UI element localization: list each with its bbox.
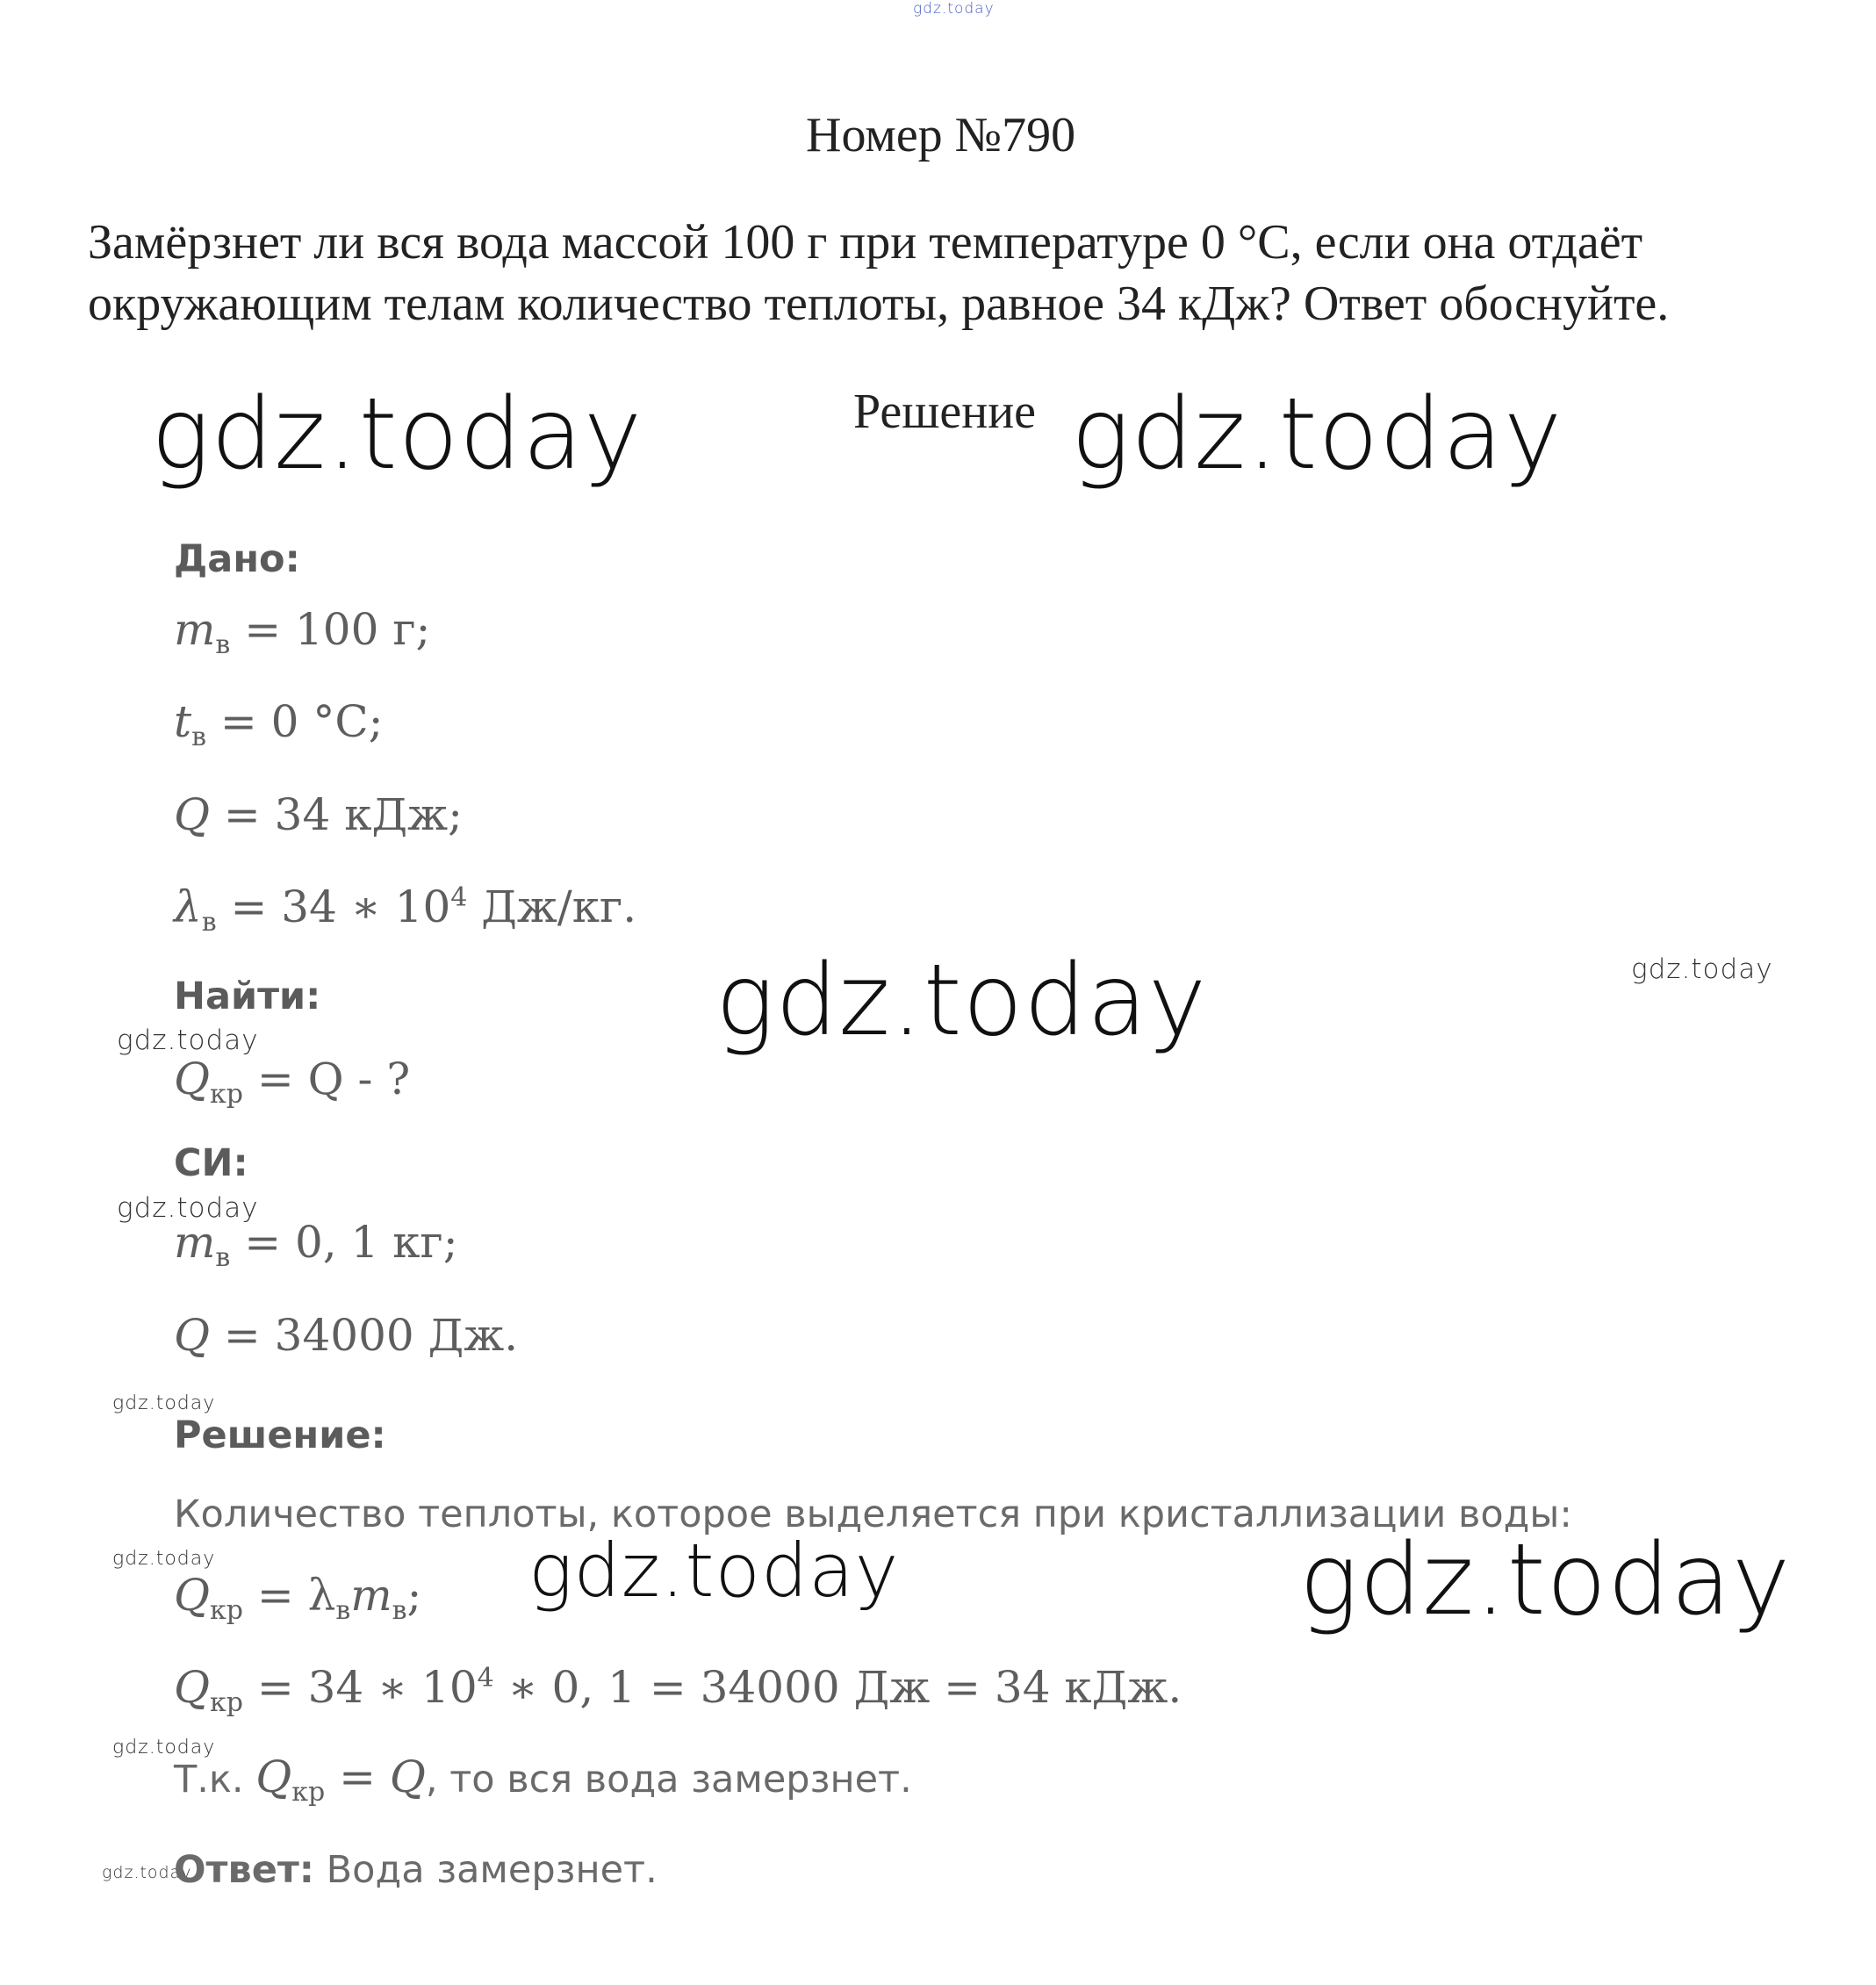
watermark-small-4: gdz.today [112,1392,216,1414]
solution-formula-2: $Q_{кр} = 34$ ∗ $10^4$ ∗ 0, 1 = 34000 Дж = 34 кДж. [174,1662,1182,1718]
solution-text: Количество теплоты, которое выделяется при кристаллизации воды: [174,1492,1572,1536]
given-lambda: $\lambda_в = 34$ ∗ $10^4$ Дж/кг. [174,881,637,938]
answer-line [174,1848,658,1892]
solution-subheading: Решение: [174,1413,386,1457]
si-mass: $m_в = 0$, 1 кг; [174,1217,458,1273]
solution-formula-1: $Q_{кр} = \lambda_вm_в$; [174,1570,422,1626]
given-heat: Q = 34 кДж; [174,789,463,840]
watermark-large-1: gdz.today [151,378,643,492]
watermark-small-7: gdz.today [102,1863,192,1882]
watermark-small-5: gdz.today [112,1548,216,1570]
watermark-small-6: gdz.today [112,1737,216,1758]
given-mass: $m_в = 100$ г; [174,604,431,660]
solution-heading: Решение [853,385,1037,439]
find-value: $Q_{кр} = Q$ - ? [174,1054,411,1110]
si-heat: Q = 34000 Дж. [174,1310,519,1361]
watermark-small-1: gdz.today [1631,953,1773,985]
watermark-large-3: gdz.today [715,944,1208,1058]
watermark-small-3: gdz.today [117,1192,259,1224]
answer-label: Ответ: [174,1848,314,1892]
question-line-2: окружающим телам количество теплоты, равное 34 кДж? Ответ обоснуйте. [88,277,1670,331]
watermark-small-2: gdz.today [117,1025,259,1056]
watermark-large-2: gdz.today [1071,378,1563,492]
given-heading: Дано: [174,537,300,581]
top-watermark: gdz.today [913,0,995,18]
answer-text: Вода замерзнет. [313,1848,658,1892]
page-title: Номер №790 [806,108,1076,162]
solution-conclusion: Т.к. $Q_{кр} = Q$, то вся вода замерзнет. [174,1751,912,1808]
given-temperature: $t_в = 0$ °C; [174,696,384,752]
find-heading: Найти: [174,975,321,1018]
si-heading: СИ: [174,1141,248,1185]
question-line-1: Замёрзнет ли вся вода массой 100 г при температуре 0 °C, если она отдаёт [88,215,1643,270]
watermark-medium-1: gdz.today [528,1528,900,1614]
watermark-large-4: gdz.today [1299,1523,1792,1637]
